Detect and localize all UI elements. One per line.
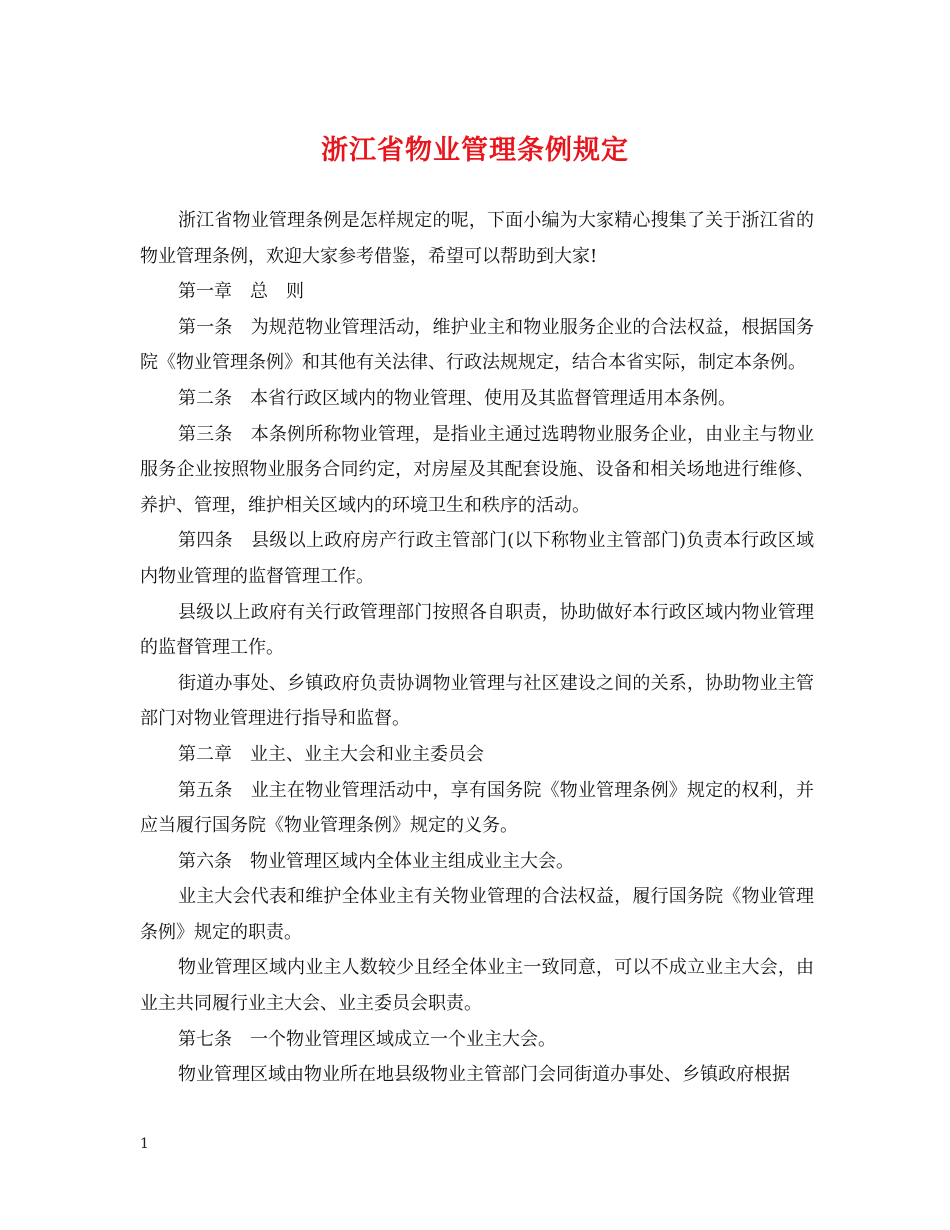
article-6-clause-3: 物业管理区域内业主人数较少且经全体业主一致同意，可以不成立业主大会，由业主共同履行业主大会、业主委员会职责。 <box>140 957 814 1015</box>
page-number: 1 <box>140 1136 149 1152</box>
article-7-clause-2: 物业管理区域由物业所在地县级物业主管部门会同街道办事处、乡镇政府根据 <box>178 1064 790 1086</box>
article-1: 第一条 为规范物业管理活动，维护业主和物业服务企业的合法权益，根据国务院《物业管理条例》和其他有关法律、行政法规规定，结合本省实际，制定本条例。 <box>140 316 814 374</box>
document-body <box>140 203 814 1093</box>
article-4: 第四条 县级以上政府房产行政主管部门(以下称物业主管部门)负责本行政区域内物业管理的监督管理工作。 <box>140 530 814 587</box>
article-6-clause-2: 业主大会代表和维护全体业主有关物业管理的合法权益，履行国务院《物业管理条例》规定的职责。 <box>140 886 814 943</box>
article-5: 第五条 业主在物业管理活动中，享有国务院《物业管理条例》规定的权利，并应当履行国务院《物业管理条例》规定的义务。 <box>140 779 814 837</box>
chapter-heading-1: 第一章 总 则 <box>178 281 304 303</box>
article-4-clause-2: 县级以上政府有关行政管理部门按照各自职责，协助做好本行政区域内物业管理的监督管理工作。 <box>140 601 814 659</box>
document-title: 浙江省物业管理条例规定 <box>321 135 629 166</box>
chapter-heading-2: 第二章 业主、业主大会和业主委员会 <box>178 743 484 765</box>
article-7: 第七条 一个物业管理区域成立一个业主大会。 <box>178 1028 556 1050</box>
article-3: 第三条 本条例所称物业管理，是指业主通过选聘物业服务企业，由业主与物业服务企业按照物业服务合同约定，对房屋及其配套设施、设备和相关场地进行维修、养护、管理，维护相关区域内的环境卫生和秩序的活动。 <box>140 423 814 516</box>
paragraph-intro: 浙江省物业管理条例是怎样规定的呢，下面小编为大家精心搜集了关于浙江省的物业管理条例，欢迎大家参考借鉴，希望可以帮助到大家! <box>140 210 814 267</box>
article-6: 第六条 物业管理区域内全体业主组成业主大会。 <box>178 850 574 872</box>
article-2: 第二条 本省行政区域内的物业管理、使用及其监督管理适用本条例。 <box>178 387 736 409</box>
article-4-clause-3: 街道办事处、乡镇政府负责协调物业管理与社区建设之间的关系，协助物业主管部门对物业管理进行指导和监督。 <box>140 672 814 730</box>
